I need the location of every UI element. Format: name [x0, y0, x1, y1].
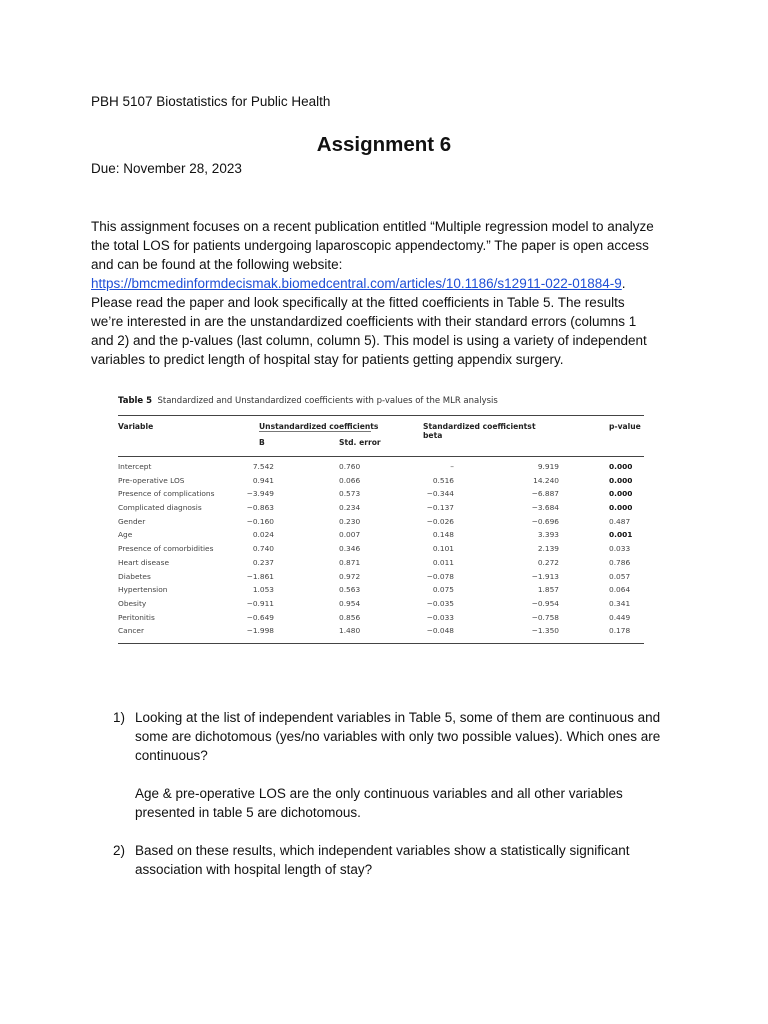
question-line: continuous?: [135, 748, 208, 763]
question-number: 1): [113, 710, 126, 725]
cell-std-error: 0.230: [339, 516, 361, 526]
cell-p-value: 0.000: [609, 475, 633, 485]
cell-beta: −0.344: [426, 489, 454, 499]
header-std-error: Std. error: [339, 438, 381, 447]
cell-t: 3.393: [537, 530, 559, 540]
cell-b: 7.542: [252, 462, 274, 471]
question-line: Looking at the list of independent variables in Table 5, some of them are continuous and: [135, 710, 661, 725]
answer-line: presented in table 5 are dichotomous.: [135, 805, 361, 820]
header-variable: Variable: [118, 422, 154, 431]
question-text: [135, 841, 695, 879]
cell-beta: –: [450, 462, 454, 471]
cell-p-value: 0.786: [609, 557, 631, 567]
cell-p-value: 0.449: [609, 612, 631, 622]
cell-p-value: 0.064: [609, 585, 631, 595]
cell-b: 0.237: [252, 557, 274, 567]
header-p-value: p-value: [609, 422, 641, 431]
cell-variable: Gender: [118, 516, 146, 526]
intro-paragraph: [91, 217, 691, 369]
cell-p-value: 0.000: [609, 489, 633, 499]
cell-std-error: 0.760: [339, 462, 361, 471]
cell-variable: Peritonitis: [118, 612, 155, 622]
cell-std-error: 0.234: [339, 503, 361, 513]
cell-t: 9.919: [537, 462, 559, 471]
cell-variable: Intercept: [118, 462, 152, 471]
cell-t: −6.887: [531, 489, 559, 499]
intro-line: Please read the paper and look specifically at the fitted coefficients in Table 5. The results: [91, 295, 625, 310]
cell-variable: Diabetes: [118, 571, 151, 581]
header-b: B: [259, 438, 265, 447]
cell-std-error: 0.573: [339, 489, 361, 499]
cell-p-value: 0.001: [609, 530, 633, 540]
table-row: [118, 502, 644, 516]
cell-b: 0.941: [252, 475, 274, 485]
cell-t: 2.139: [537, 544, 559, 554]
cell-std-error: 0.954: [339, 598, 361, 608]
answer-line: Age & pre-operative LOS are the only continuous variables and all other variables: [135, 786, 623, 801]
cell-b: −1.998: [246, 626, 274, 636]
header-unstandardized: Unstandardized coefficients: [259, 422, 379, 431]
course-name: PBH 5107 Biostatistics for Public Health: [91, 94, 331, 109]
cell-beta: 0.101: [432, 544, 454, 554]
cell-std-error: 0.066: [339, 475, 361, 485]
question-line: association with hospital length of stay?: [135, 862, 373, 877]
table-caption-label: Table 5: [118, 396, 153, 406]
intro-line: the total LOS for patients undergoing laparoscopic appendectomy.” The paper is open access: [91, 238, 649, 253]
cell-beta: 0.075: [432, 585, 454, 595]
cell-std-error: 0.972: [339, 571, 361, 581]
question-line: Based on these results, which independent variables show a statistically significant: [135, 843, 630, 858]
cell-beta: 0.148: [432, 530, 454, 540]
cell-t: 14.240: [533, 475, 559, 485]
cell-std-error: 1.480: [339, 626, 361, 636]
cell-b: 0.024: [252, 530, 274, 540]
cell-variable: Obesity: [118, 598, 147, 608]
link-suffix: .: [621, 276, 626, 291]
article-link[interactable]: https://bmcmedinformdecismak.biomedcentral.com/articles/10.1186/s12911-022-01884-9: [91, 276, 622, 291]
header-subrule: [259, 431, 371, 432]
cell-p-value: 0.487: [609, 516, 631, 526]
table-row: [118, 488, 644, 502]
table-caption: [118, 396, 644, 406]
table-row: [118, 461, 644, 475]
table-row: [118, 571, 644, 585]
cell-p-value: 0.341: [609, 598, 631, 608]
cell-b: −0.911: [246, 598, 274, 608]
cell-p-value: 0.033: [609, 544, 631, 554]
cell-beta: −0.035: [426, 598, 454, 608]
cell-variable: Complicated diagnosis: [118, 503, 202, 513]
cell-variable: Presence of complications: [118, 489, 215, 499]
cell-t: −0.758: [531, 612, 559, 622]
intro-line: we’re interested in are the unstandardized coefficients with their standard errors (columns 1: [91, 314, 637, 329]
cell-t: −3.684: [531, 503, 559, 513]
header-standardized: Standardized coefficients: [423, 422, 532, 431]
cell-variable: Cancer: [118, 626, 145, 636]
table-row: [118, 529, 644, 543]
table-5-figure: [118, 396, 644, 644]
intro-line: and 2) and the p-values (last column, column 5). This model is using a variety of independent: [91, 333, 647, 348]
header-beta: beta: [423, 431, 443, 440]
question-number: 2): [113, 843, 126, 858]
cell-beta: 0.516: [432, 475, 454, 485]
cell-p-value: 0.000: [609, 462, 633, 471]
cell-b: −0.649: [246, 612, 274, 622]
cell-p-value: 0.057: [609, 571, 631, 581]
cell-std-error: 0.871: [339, 557, 361, 567]
cell-variable: Heart disease: [118, 557, 169, 567]
table-caption-text: Standardized and Unstandardized coefficients with p-values of the MLR analysis: [157, 396, 498, 406]
cell-t: −1.350: [531, 626, 559, 636]
cell-p-value: 0.000: [609, 503, 633, 513]
cell-variable: Hypertension: [118, 585, 168, 595]
cell-std-error: 0.007: [339, 530, 361, 540]
cell-variable: Age: [118, 530, 133, 540]
intro-line: variables to predict length of hospital stay for patients getting appendix surgery.: [91, 352, 564, 367]
page-title: Assignment 6: [316, 133, 452, 156]
table-row: [118, 475, 644, 489]
cell-b: 0.740: [252, 544, 274, 554]
cell-variable: Pre-operative LOS: [118, 475, 185, 485]
answer-1: [135, 784, 623, 822]
table-bottom-rule: [118, 643, 644, 644]
cell-beta: −0.026: [426, 516, 454, 526]
table-body: [118, 457, 644, 643]
table-row: [118, 557, 644, 571]
table-row: [118, 598, 644, 612]
question-text: [135, 708, 695, 765]
cell-t: 0.272: [537, 557, 559, 567]
cell-b: 1.053: [252, 585, 274, 595]
cell-beta: −0.137: [426, 503, 454, 513]
cell-b: −1.861: [246, 571, 274, 581]
cell-t: −0.696: [531, 516, 559, 526]
table-row: [118, 584, 644, 598]
cell-std-error: 0.346: [339, 544, 361, 554]
cell-p-value: 0.178: [609, 626, 631, 636]
intro-line: and can be found at the following website:: [91, 257, 343, 272]
cell-t: −0.954: [531, 598, 559, 608]
cell-std-error: 0.563: [339, 585, 361, 595]
intro-line: This assignment focuses on a recent publication entitled “Multiple regression model to analyze: [91, 219, 654, 234]
question-line: some are dichotomous (yes/no variables with only two possible values). Which ones are: [135, 729, 661, 744]
table-row: [118, 516, 644, 530]
cell-t: 1.857: [537, 585, 559, 595]
header-t: t: [532, 422, 536, 431]
table-row: [118, 612, 644, 626]
due-date: Due: November 28, 2023: [91, 161, 242, 176]
cell-beta: 0.011: [432, 557, 454, 567]
table-row: [118, 543, 644, 557]
cell-b: −0.863: [246, 503, 274, 513]
table-row: [118, 625, 644, 639]
intro-link-line: [91, 274, 691, 293]
cell-beta: −0.078: [426, 571, 454, 581]
cell-beta: −0.048: [426, 626, 454, 636]
table-header: [118, 416, 644, 456]
cell-t: −1.913: [531, 571, 559, 581]
cell-beta: −0.033: [426, 612, 454, 622]
cell-variable: Presence of comorbidities: [118, 544, 214, 554]
cell-b: −3.949: [246, 489, 274, 499]
cell-b: −0.160: [246, 516, 274, 526]
cell-std-error: 0.856: [339, 612, 361, 622]
